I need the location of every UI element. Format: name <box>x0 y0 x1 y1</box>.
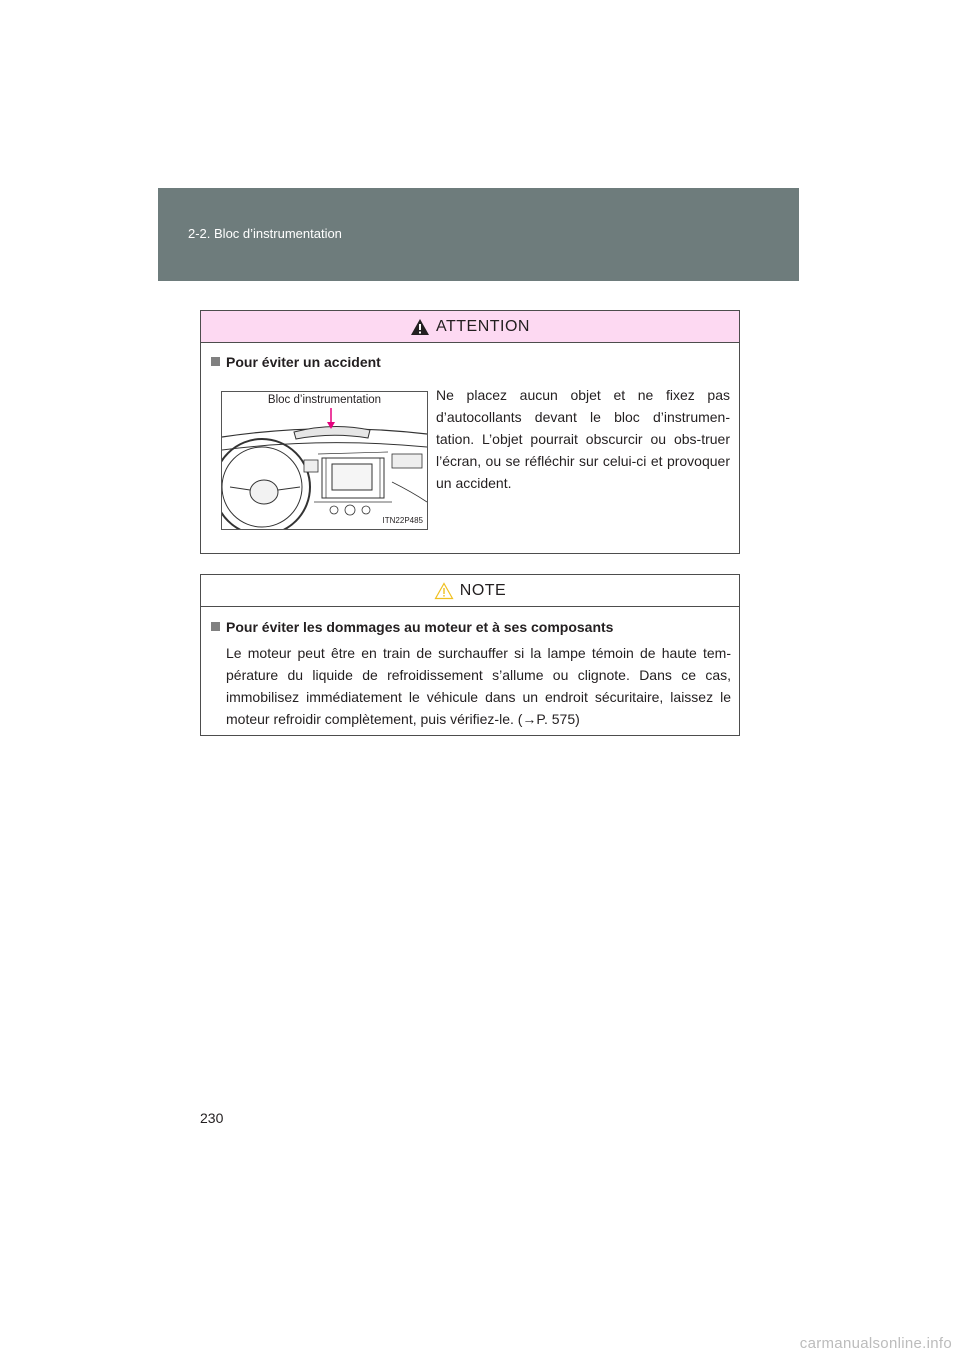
watermark: carmanualsonline.info <box>799 1335 952 1352</box>
breadcrumb: 2-2. Bloc d’instrumentation <box>188 226 342 241</box>
dashboard-illustration <box>222 392 427 529</box>
dashboard-figure <box>221 391 428 530</box>
figure-code: ITN22P485 <box>382 516 423 525</box>
bullet-square-icon <box>211 357 220 366</box>
figure-label: Bloc d’instrumentation <box>267 394 382 406</box>
warning-triangle-filled-icon <box>410 318 430 336</box>
note-text: Le moteur peut être en train de surchauffer si la lampe témoin de haute tem-pérature du liquide de refroidissement s’allume ou clignote. Dans ce cas, immobilisez immédiatement le véhicule dans un endroit sécuritaire, laissez le moteur refroidir complètement, puis vérifiez-le. (→P. 575) <box>226 645 731 727</box>
attention-text: Ne placez aucun objet et ne fixez pas d’autocollants devant le bloc d’instrumen-tation. L’objet pourrait obscurcir ou obs-truer l’écran, ou se réfléchir sur celui-ci et provoquer un accident. <box>436 387 730 491</box>
note-section-title: Pour éviter les dommages au moteur et à ses composants <box>211 619 613 635</box>
note-header <box>201 575 739 607</box>
note-label: NOTE <box>459 581 507 599</box>
attention-label: ATTENTION <box>436 317 530 335</box>
warning-triangle-outline-icon <box>434 582 454 600</box>
attention-box <box>200 310 740 554</box>
attention-header <box>201 311 739 343</box>
bullet-square-icon <box>211 622 220 631</box>
note-box <box>200 574 740 736</box>
page-number: 230 <box>200 1110 224 1126</box>
attention-section-title: Pour éviter un accident <box>211 354 381 370</box>
header-bar <box>158 188 799 281</box>
